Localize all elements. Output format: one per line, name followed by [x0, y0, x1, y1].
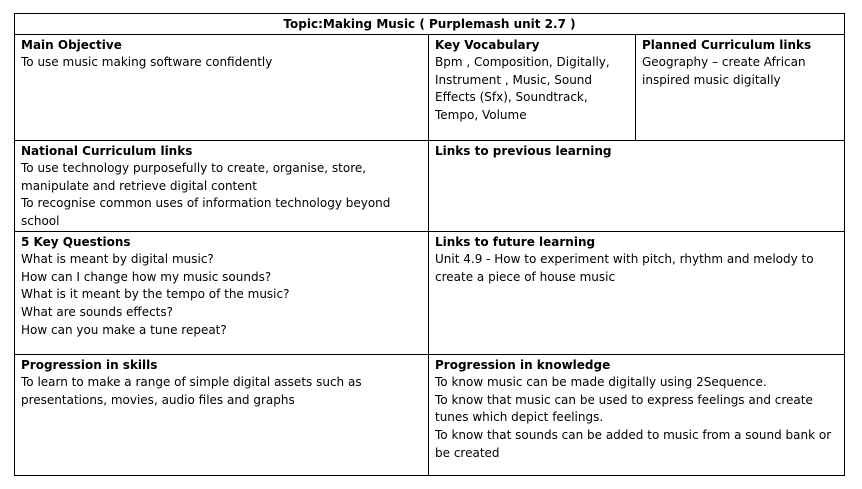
links-previous-heading: Links to previous learning: [435, 143, 612, 158]
progression-knowledge-line: tunes which depict feelings.: [435, 410, 604, 425]
key-question: How can I change how my music sounds?: [21, 269, 272, 284]
national-curriculum-links-cell: [15, 140, 429, 231]
planned-curriculum-links-cell: [636, 34, 845, 140]
progression-knowledge-heading: Progression in knowledge: [435, 357, 611, 372]
progression-knowledge-line: To know that music can be used to express feelings and create: [435, 392, 813, 407]
links-future-line: Unit 4.9 - How to experiment with pitch, rhythm and melody to: [435, 252, 814, 267]
progression-knowledge-line: be created: [435, 445, 500, 460]
key-questions-heading: 5 Key Questions: [21, 234, 131, 249]
topic-title: Topic:Making Music ( Purplemash unit 2.7 ): [15, 14, 845, 35]
national-curriculum-links-line: To recognise common uses of information technology beyond school: [21, 196, 391, 228]
progression-knowledge-line: To know music can be made digitally using 2Sequence.: [435, 375, 767, 390]
key-question: What are sounds effects?: [21, 304, 174, 319]
key-question: How can you make a tune repeat?: [21, 322, 227, 337]
key-questions-cell: [15, 231, 429, 354]
key-vocabulary-cell: [429, 34, 636, 140]
key-vocabulary-line: Instrument , Music, Sound: [435, 72, 593, 87]
progression-skills-line: To learn to make a range of simple digital assets such as: [21, 375, 362, 390]
curriculum-plan-table: [14, 13, 845, 476]
planned-curriculum-links-line: inspired music digitally: [642, 72, 781, 87]
progression-knowledge-line: To know that sounds can be added to music from a sound bank or: [435, 427, 832, 442]
links-future-line: create a piece of house music: [435, 269, 616, 284]
progression-skills-line: presentations, movies, audio files and graphs: [21, 392, 295, 407]
main-objective-line: To use music making software confidently: [21, 55, 273, 70]
key-vocabulary-line: Tempo, Volume: [435, 107, 527, 122]
links-future-cell: [429, 231, 845, 354]
planned-curriculum-links-line: Geography – create African: [642, 55, 806, 70]
progression-skills-heading: Progression in skills: [21, 357, 158, 372]
links-previous-cell: [429, 140, 845, 231]
key-vocabulary-line: Bpm , Composition, Digitally,: [435, 55, 610, 70]
progression-skills-cell: [15, 354, 429, 475]
progression-knowledge-cell: [429, 354, 845, 475]
national-curriculum-links-line: manipulate and retrieve digital content: [21, 178, 257, 193]
planned-curriculum-links-heading: Planned Curriculum links: [642, 37, 812, 52]
key-question: What is it meant by the tempo of the music?: [21, 287, 290, 302]
links-future-heading: Links to future learning: [435, 234, 596, 249]
key-vocabulary-heading: Key Vocabulary: [435, 37, 540, 52]
national-curriculum-links-line: To use technology purposefully to create, organise, store,: [21, 161, 367, 176]
national-curriculum-links-heading: National Curriculum links: [21, 143, 193, 158]
main-objective-cell: [15, 34, 429, 140]
key-vocabulary-line: Effects (Sfx), Soundtrack,: [435, 90, 588, 105]
key-question: What is meant by digital music?: [21, 252, 214, 267]
main-objective-heading: Main Objective: [21, 37, 122, 52]
